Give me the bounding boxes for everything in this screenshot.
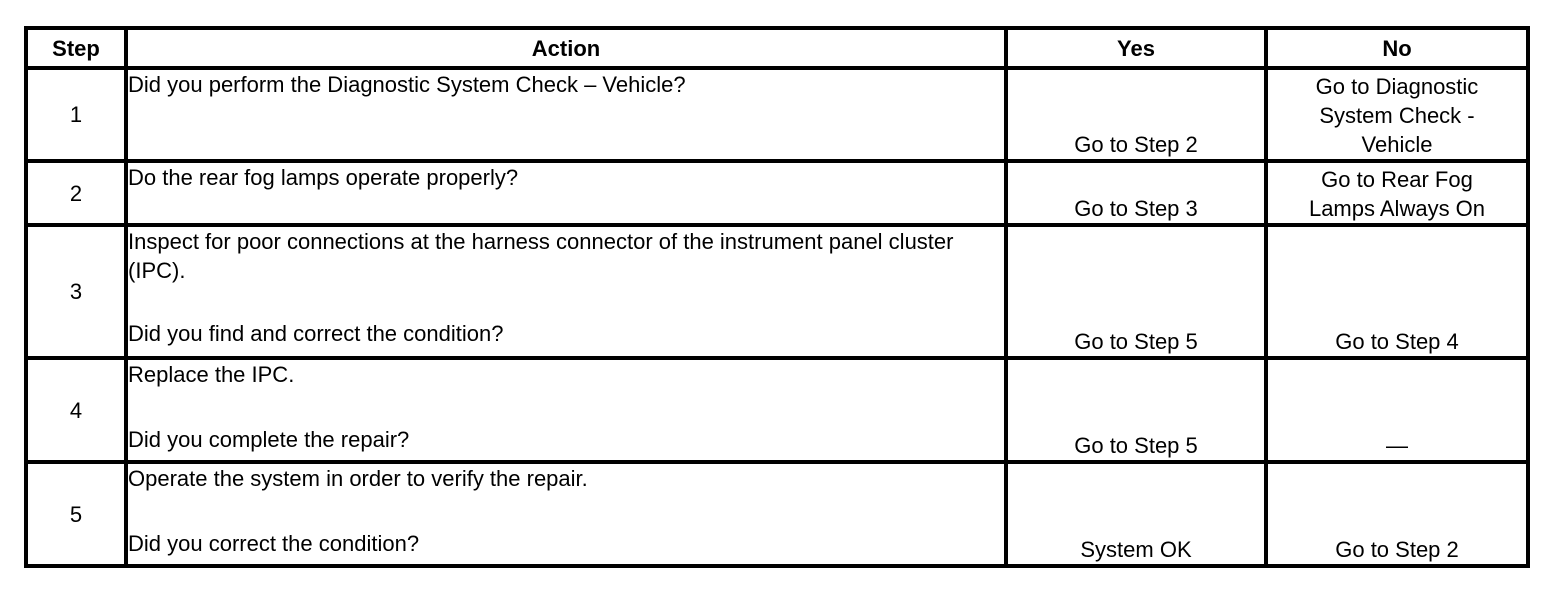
no-result-line: Go to Diagnostic	[1315, 74, 1479, 99]
header-row	[26, 28, 1528, 68]
no-result: Go to Step 2	[1266, 462, 1528, 566]
action-question: Did you complete the repair?	[128, 427, 410, 452]
action-text: Do the rear fog lamps operate properly?	[126, 161, 1006, 225]
header-action: Action	[126, 28, 1006, 68]
table-row	[26, 462, 1528, 566]
no-result: Go to Step 4	[1266, 225, 1528, 358]
table-row	[26, 225, 1528, 358]
header-no: No	[1266, 28, 1528, 68]
step-number: 1	[26, 68, 126, 161]
action-cell	[126, 225, 1006, 358]
step-number: 5	[26, 462, 126, 566]
no-result-line: Lamps Always On	[1308, 196, 1486, 221]
header-step: Step	[26, 28, 126, 68]
table-row	[26, 358, 1528, 462]
no-result-line: System Check -	[1319, 103, 1475, 128]
action-cell	[126, 358, 1006, 462]
step-number: 4	[26, 358, 126, 462]
action-question: Did you correct the condition?	[128, 531, 420, 556]
yes-result: Go to Step 2	[1006, 68, 1266, 161]
table-row	[26, 161, 1528, 225]
step-number: 3	[26, 225, 126, 358]
action-question: Did you find and correct the condition?	[128, 321, 504, 346]
step-number: 2	[26, 161, 126, 225]
yes-result: Go to Step 3	[1006, 161, 1266, 225]
yes-result: Go to Step 5	[1006, 358, 1266, 462]
no-result: —	[1266, 358, 1528, 462]
no-result-line: Vehicle	[1361, 132, 1433, 157]
action-text: Operate the system in order to verify the repair.	[128, 466, 588, 491]
action-text: Did you perform the Diagnostic System Check – Vehicle?	[126, 68, 1006, 161]
yes-result: System OK	[1006, 462, 1266, 566]
diagnostic-table	[24, 26, 1530, 568]
action-cell	[126, 462, 1006, 566]
no-result	[1266, 68, 1528, 161]
action-text: Replace the IPC.	[128, 362, 295, 387]
no-result-line: Go to Rear Fog	[1321, 167, 1473, 192]
action-text: Inspect for poor connections at the harness connector of the instrument panel cluster (IPC).	[128, 229, 954, 283]
no-result	[1266, 161, 1528, 225]
yes-result: Go to Step 5	[1006, 225, 1266, 358]
header-yes: Yes	[1006, 28, 1266, 68]
table-row	[26, 68, 1528, 161]
